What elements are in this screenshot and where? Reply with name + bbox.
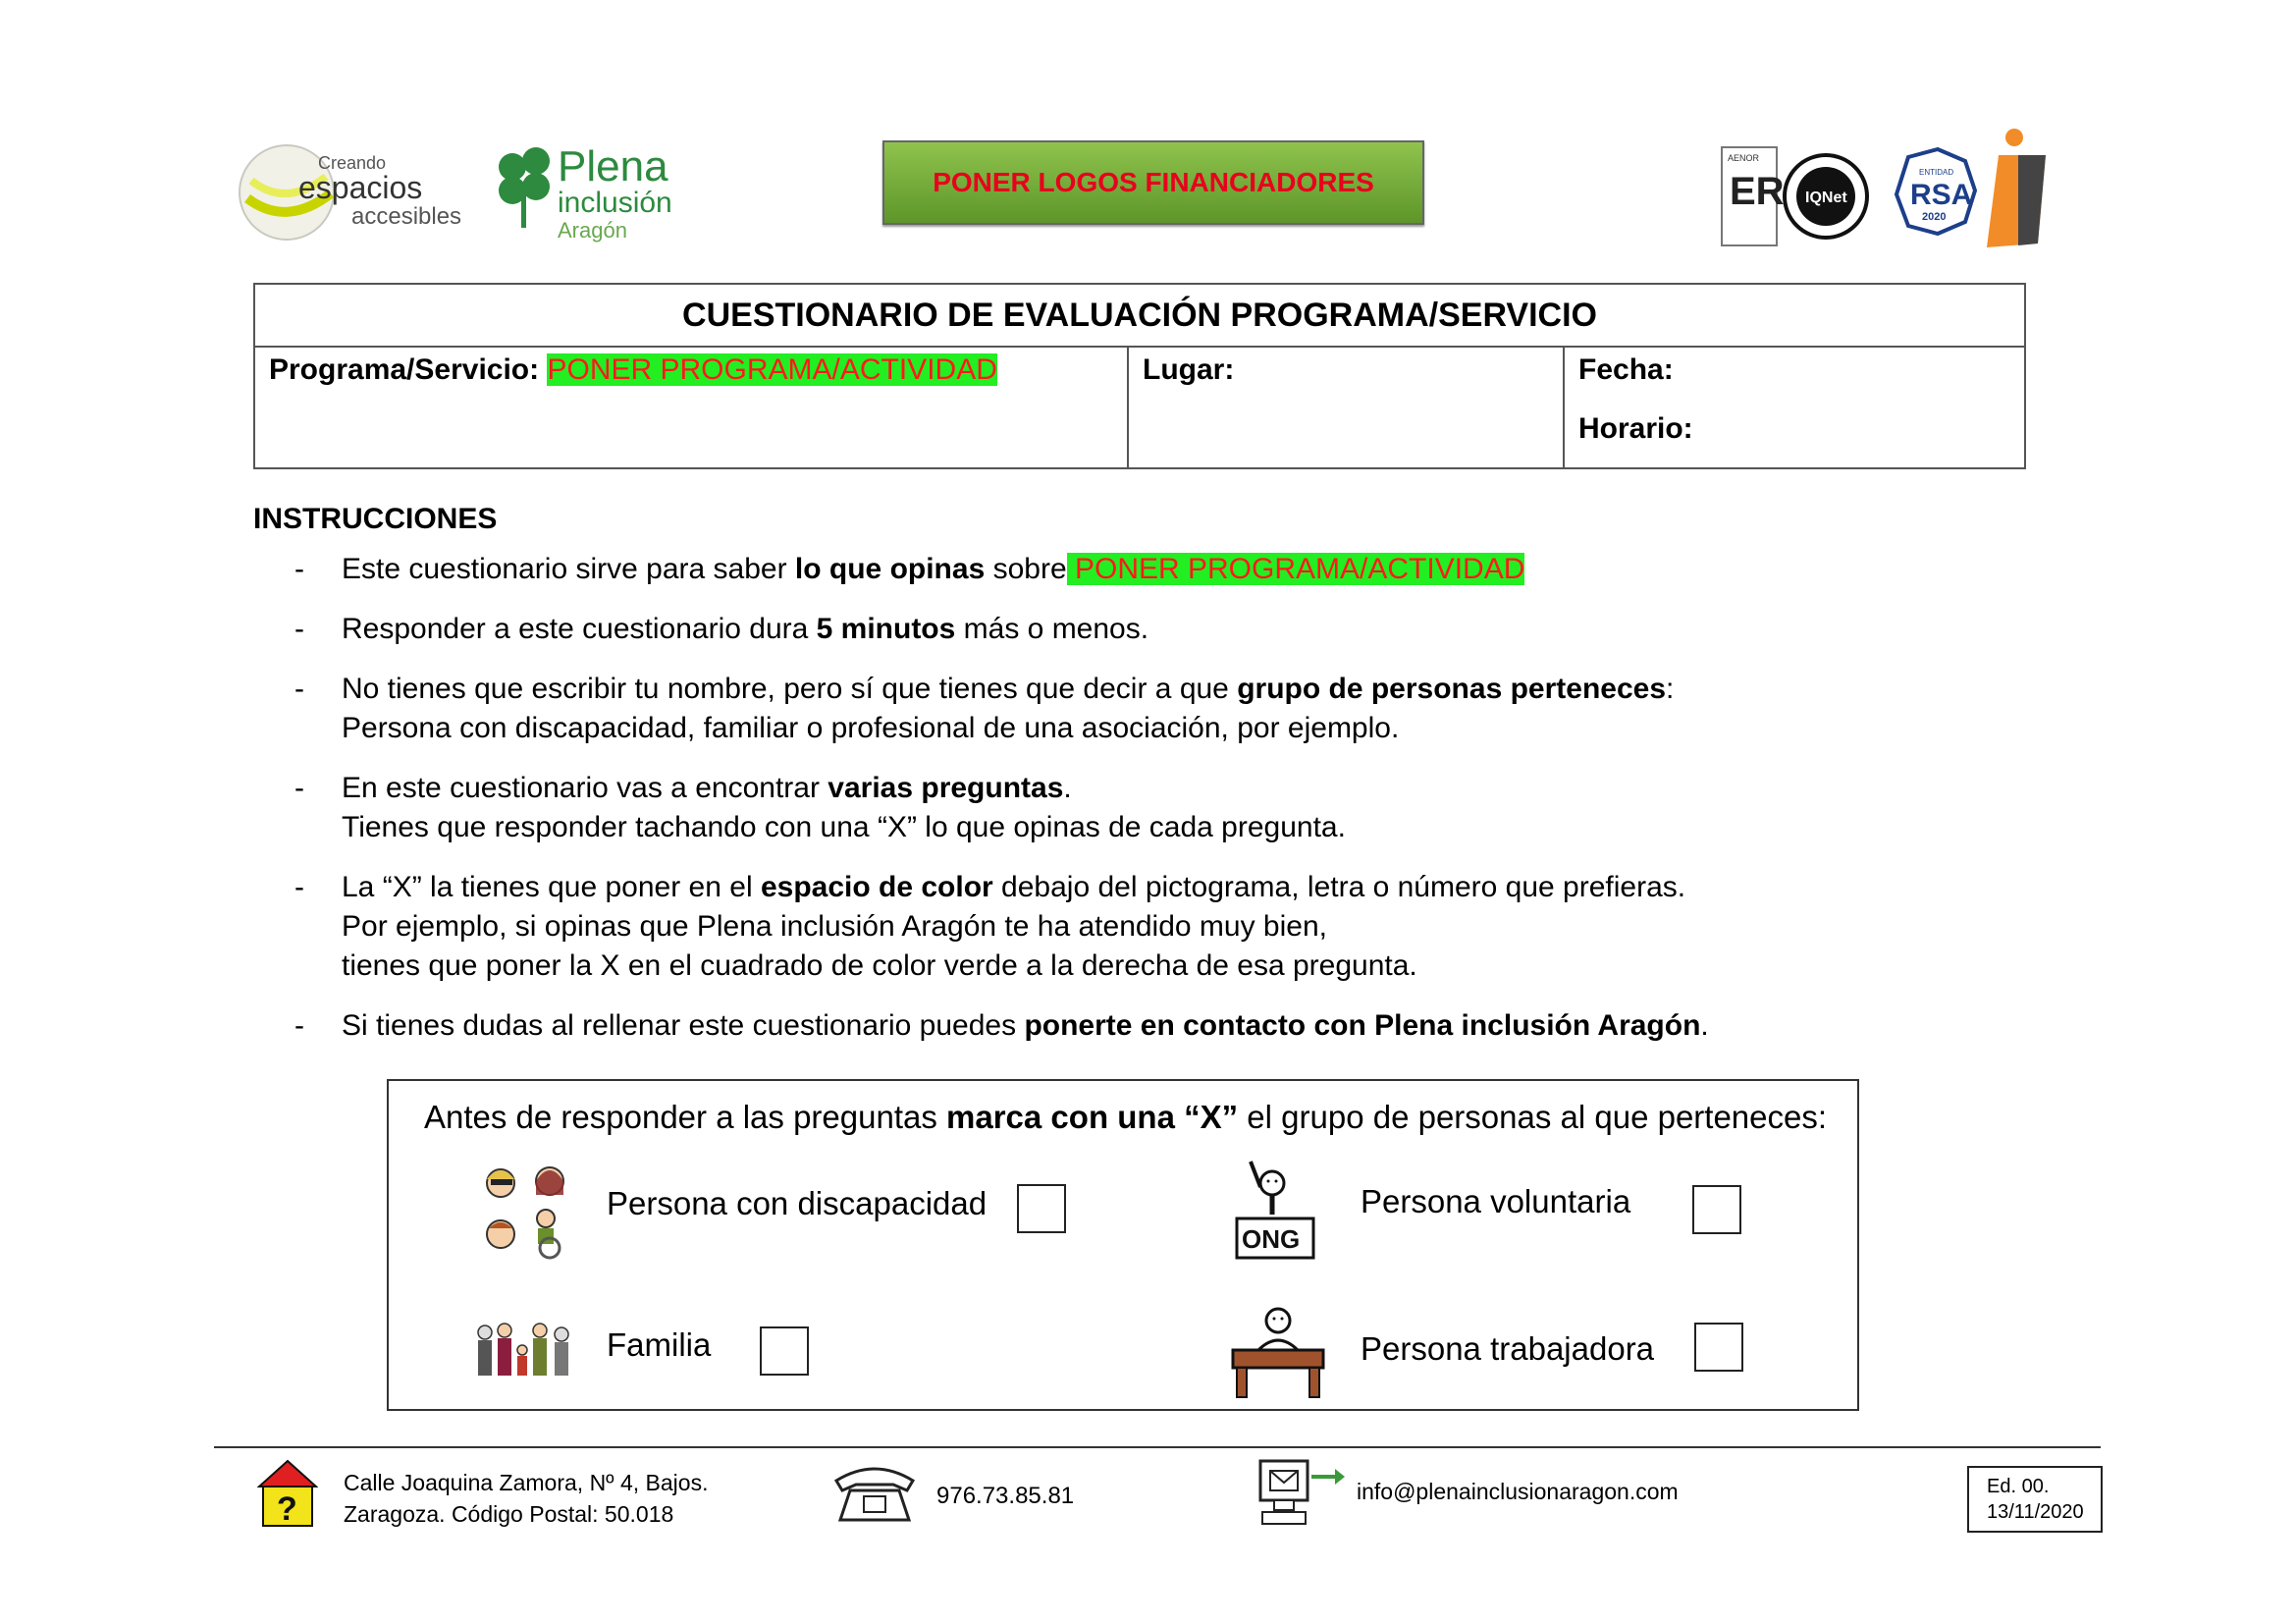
aenor-text: AENOR xyxy=(1728,153,1760,163)
worker-desk-icon xyxy=(1229,1305,1327,1399)
edition-date: 13/11/2020 xyxy=(1987,1501,2084,1523)
footer-email[interactable]: info@plenainclusionaragon.com xyxy=(1357,1479,1679,1504)
instruction-text-6: Si tienes dudas al rellenar este cuestionario puedes ponerte en contacto con Plena inclusión Aragón. xyxy=(342,1009,1709,1042)
program-value[interactable]: PONER PROGRAMA/ACTIVIDAD xyxy=(547,353,997,386)
volunteer-ong-icon xyxy=(1233,1160,1317,1262)
funders-placeholder xyxy=(882,140,1424,225)
logo-pi-line1: Plena xyxy=(558,142,668,190)
checkbox-volunteer[interactable] xyxy=(1692,1185,1741,1234)
instruction-text-4: En este cuestionario vas a encontrar varias preguntas. Tienes que responder tachando con una “X” lo que opinas de cada pregunta. xyxy=(342,772,1346,843)
program-label: Programa/Servicio: xyxy=(269,353,540,386)
program-cell xyxy=(255,346,1129,469)
rsa-top-text: ENTIDAD xyxy=(1919,168,1954,177)
option-label-volunteer: Persona voluntaria xyxy=(1361,1183,1631,1219)
edition-number: Ed. 00. xyxy=(1987,1476,2050,1497)
bullet: - xyxy=(294,553,304,585)
place-cell[interactable] xyxy=(1129,346,1565,469)
home-question-icon xyxy=(257,1459,318,1528)
checkbox-disability[interactable] xyxy=(1017,1184,1066,1233)
bullet: - xyxy=(294,772,304,804)
instruction-text-1: Este cuestionario sirve para saber lo que opinas sobre PONER PROGRAMA/ACTIVIDAD xyxy=(342,553,1525,585)
instruction-text-3: No tienes que escribir tu nombre, pero sí que tienes que decir a que grupo de personas perteneces: Persona con discapacidad, familiar o profesional de una asociación, por ejemplo. xyxy=(342,673,1675,744)
espacios-accesibles-logo xyxy=(238,139,483,245)
rsa-year-text: 2020 xyxy=(1922,211,1947,223)
date-cell[interactable] xyxy=(1565,346,2026,469)
edition-box xyxy=(1967,1466,2103,1533)
date-label: Fecha: xyxy=(1578,353,1674,386)
footer-phone: 976.73.85.81 xyxy=(936,1483,1075,1509)
bullet: - xyxy=(294,613,304,645)
instruction-text-5: La “X” la tienes que poner en el espacio de color debajo del pictograma, letra o número que prefieras. Por ejemplo, si opinas que Plena inclusión Aragón te ha atendido muy bien, tienes que poner la X en el cuadrado de color verde a la derecha de esa pregunta. xyxy=(342,871,1686,982)
funders-placeholder-text: PONER LOGOS FINANCIADORES xyxy=(933,167,1374,197)
telephone-icon xyxy=(830,1461,919,1524)
option-label-disability: Persona con discapacidad xyxy=(607,1185,988,1221)
logo-ea-line1: Creando xyxy=(318,153,387,173)
logo-ea-line2: espacios xyxy=(298,170,423,205)
bullet: - xyxy=(294,673,304,705)
certification-logos xyxy=(1720,126,2054,253)
address-line1: Calle Joaquina Zamora, Nº 4, Bajos. xyxy=(344,1470,709,1495)
iqnet-text: IQNet xyxy=(1805,189,1847,206)
group-intro: Antes de responder a las preguntas marca con una “X” el grupo de personas al que perteneces: xyxy=(424,1099,1828,1135)
group-selection-box xyxy=(387,1079,1859,1411)
ong-text: ONG xyxy=(1242,1224,1301,1254)
place-label: Lugar: xyxy=(1143,353,1235,386)
instructions-heading: INSTRUCCIONES xyxy=(253,503,498,535)
family-icon xyxy=(473,1321,581,1380)
checkbox-family[interactable] xyxy=(760,1326,809,1376)
disability-people-icon xyxy=(479,1162,577,1260)
program-highlight: PONER PROGRAMA/ACTIVIDAD xyxy=(1066,553,1525,585)
logo-ea-line3: accesibles xyxy=(351,203,462,230)
plena-inclusion-logo xyxy=(493,139,699,247)
rsa-text: RSA xyxy=(1910,179,1973,211)
logo-pi-line3: Aragón xyxy=(558,218,627,243)
bullet: - xyxy=(294,871,304,903)
checkbox-worker[interactable] xyxy=(1694,1323,1743,1372)
er-text: ER xyxy=(1730,170,1785,213)
address-line2: Zaragoza. Código Postal: 50.018 xyxy=(344,1501,674,1527)
logo-pi-line2: inclusión xyxy=(558,187,672,219)
schedule-label: Horario: xyxy=(1578,412,1693,445)
footer-divider xyxy=(214,1446,2101,1448)
evaluation-table xyxy=(253,283,2026,469)
bullet: - xyxy=(294,1009,304,1042)
footer-address xyxy=(344,1467,708,1530)
computer-email-icon xyxy=(1256,1457,1345,1528)
option-label-family: Familia xyxy=(607,1326,712,1363)
form-title: CUESTIONARIO DE EVALUACIÓN PROGRAMA/SERVICIO xyxy=(255,285,2024,348)
instruction-text-2: Responder a este cuestionario dura 5 minutos más o menos. xyxy=(342,613,1149,645)
option-label-worker: Persona trabajadora xyxy=(1361,1330,1655,1367)
svg-text:?: ? xyxy=(277,1490,297,1528)
